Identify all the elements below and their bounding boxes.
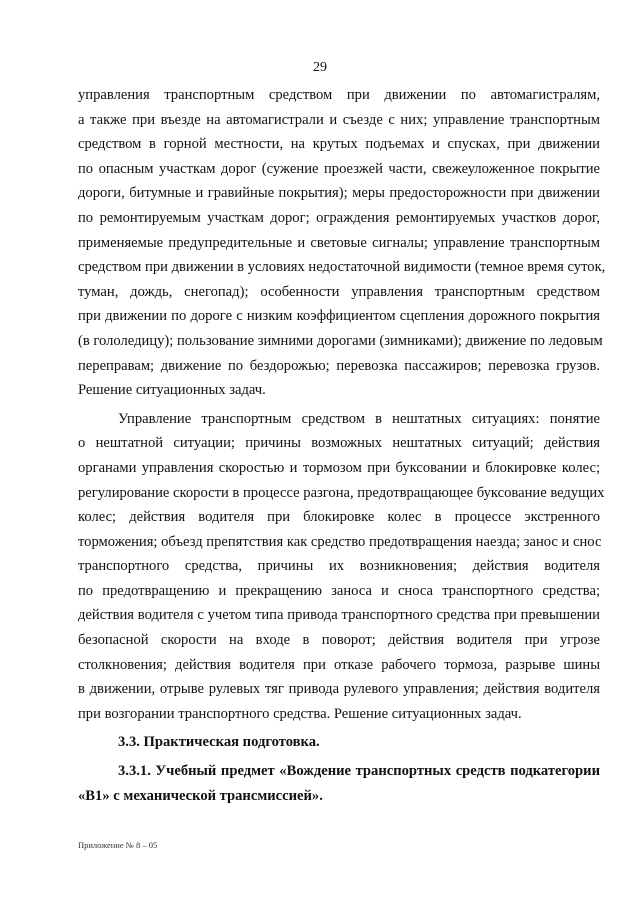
text-line: (в гололедицу); пользование зимними дорогами (зимниками); движение по ледовым <box>78 332 603 349</box>
paragraph-emergency-situations <box>78 407 605 727</box>
text-line: торможения; объезд препятствия как средство предотвращения наезда; занос и снос <box>78 533 602 550</box>
text-line: Управление транспортным средством в нештатных ситуациях: понятие <box>118 410 600 427</box>
page-number: 29 <box>313 60 327 75</box>
text-line: туман, дождь, снегопад); особенности управления транспортным средством <box>78 283 600 300</box>
text-line: колес; действия водителя при блокировке колес в процессе экстренного <box>78 509 600 526</box>
text-line: управления транспортным средством при движении по автомагистралям, <box>78 87 600 103</box>
section-heading-practical-training: 3.3. Практическая подготовка. <box>118 734 320 751</box>
heading-line: «В1» с механической трансмиссией». <box>78 787 323 804</box>
subsection-heading-driving-subject <box>78 759 600 808</box>
text-line: действия водителя с учетом типа привода транспортного средства при превышении <box>78 607 600 624</box>
text-line: средством при движении в условиях недостаточной видимости (темное время суток, <box>78 259 606 276</box>
text-line: переправам; движение по бездорожью; перевозка пассажиров; перевозка грузов. <box>78 357 600 374</box>
page-content <box>78 83 606 808</box>
text-line: безопасной скорости на входе в поворот; действия водителя при угрозе <box>78 632 600 649</box>
footer-note: Приложение № 8 – 05 <box>78 840 158 850</box>
text-line: по предотвращению и прекращению заноса и сноса транспортного средства; <box>78 582 600 599</box>
text-line: в движении, отрыве рулевых тяг привода рулевого управления; действия водителя <box>78 681 600 698</box>
text-line: о нештатной ситуации; причины возможных нештатных ситуаций; действия <box>78 435 600 452</box>
text-line: средством в горной местности, на крутых подъемах и спусках, при движении <box>78 136 600 153</box>
text-line: дороги, битумные и гравийные покрытия); меры предосторожности при движении <box>78 185 600 202</box>
paragraph-driving-conditions <box>78 83 606 403</box>
heading-line: 3.3.1. Учебный предмет «Вождение транспортных средств подкатегории <box>118 763 600 780</box>
text-line: по ремонтируемым участкам дорог; ограждения ремонтируемых участков дорог, <box>78 209 600 226</box>
text-line: органами управления скоростью и тормозом при буксовании и блокировке колес; <box>78 459 600 476</box>
text-line: а также при въезде на автомагистрали и съезде с них; управление транспортным <box>78 111 600 128</box>
text-line: транспортного средства, причины их возникновения; действия водителя <box>78 558 600 575</box>
text-line: регулирование скорости в процессе разгона, предотвращающее буксование ведущих <box>78 484 605 501</box>
text-line: Решение ситуационных задач. <box>78 382 266 399</box>
text-line: столкновения; действия водителя при отказе рабочего тормоза, разрыве шины <box>78 656 600 673</box>
text-line: при движении по дороге с низким коэффициентом сцепления дорожного покрытия <box>78 308 600 325</box>
text-line: при возгорании транспортного средства. Решение ситуационных задач. <box>78 705 522 722</box>
text-line: по опасным участкам дорог (сужение проезжей части, свежеуложенное покрытие <box>78 160 600 177</box>
text-line: применяемые предупредительные и световые сигналы; управление транспортным <box>78 234 600 251</box>
